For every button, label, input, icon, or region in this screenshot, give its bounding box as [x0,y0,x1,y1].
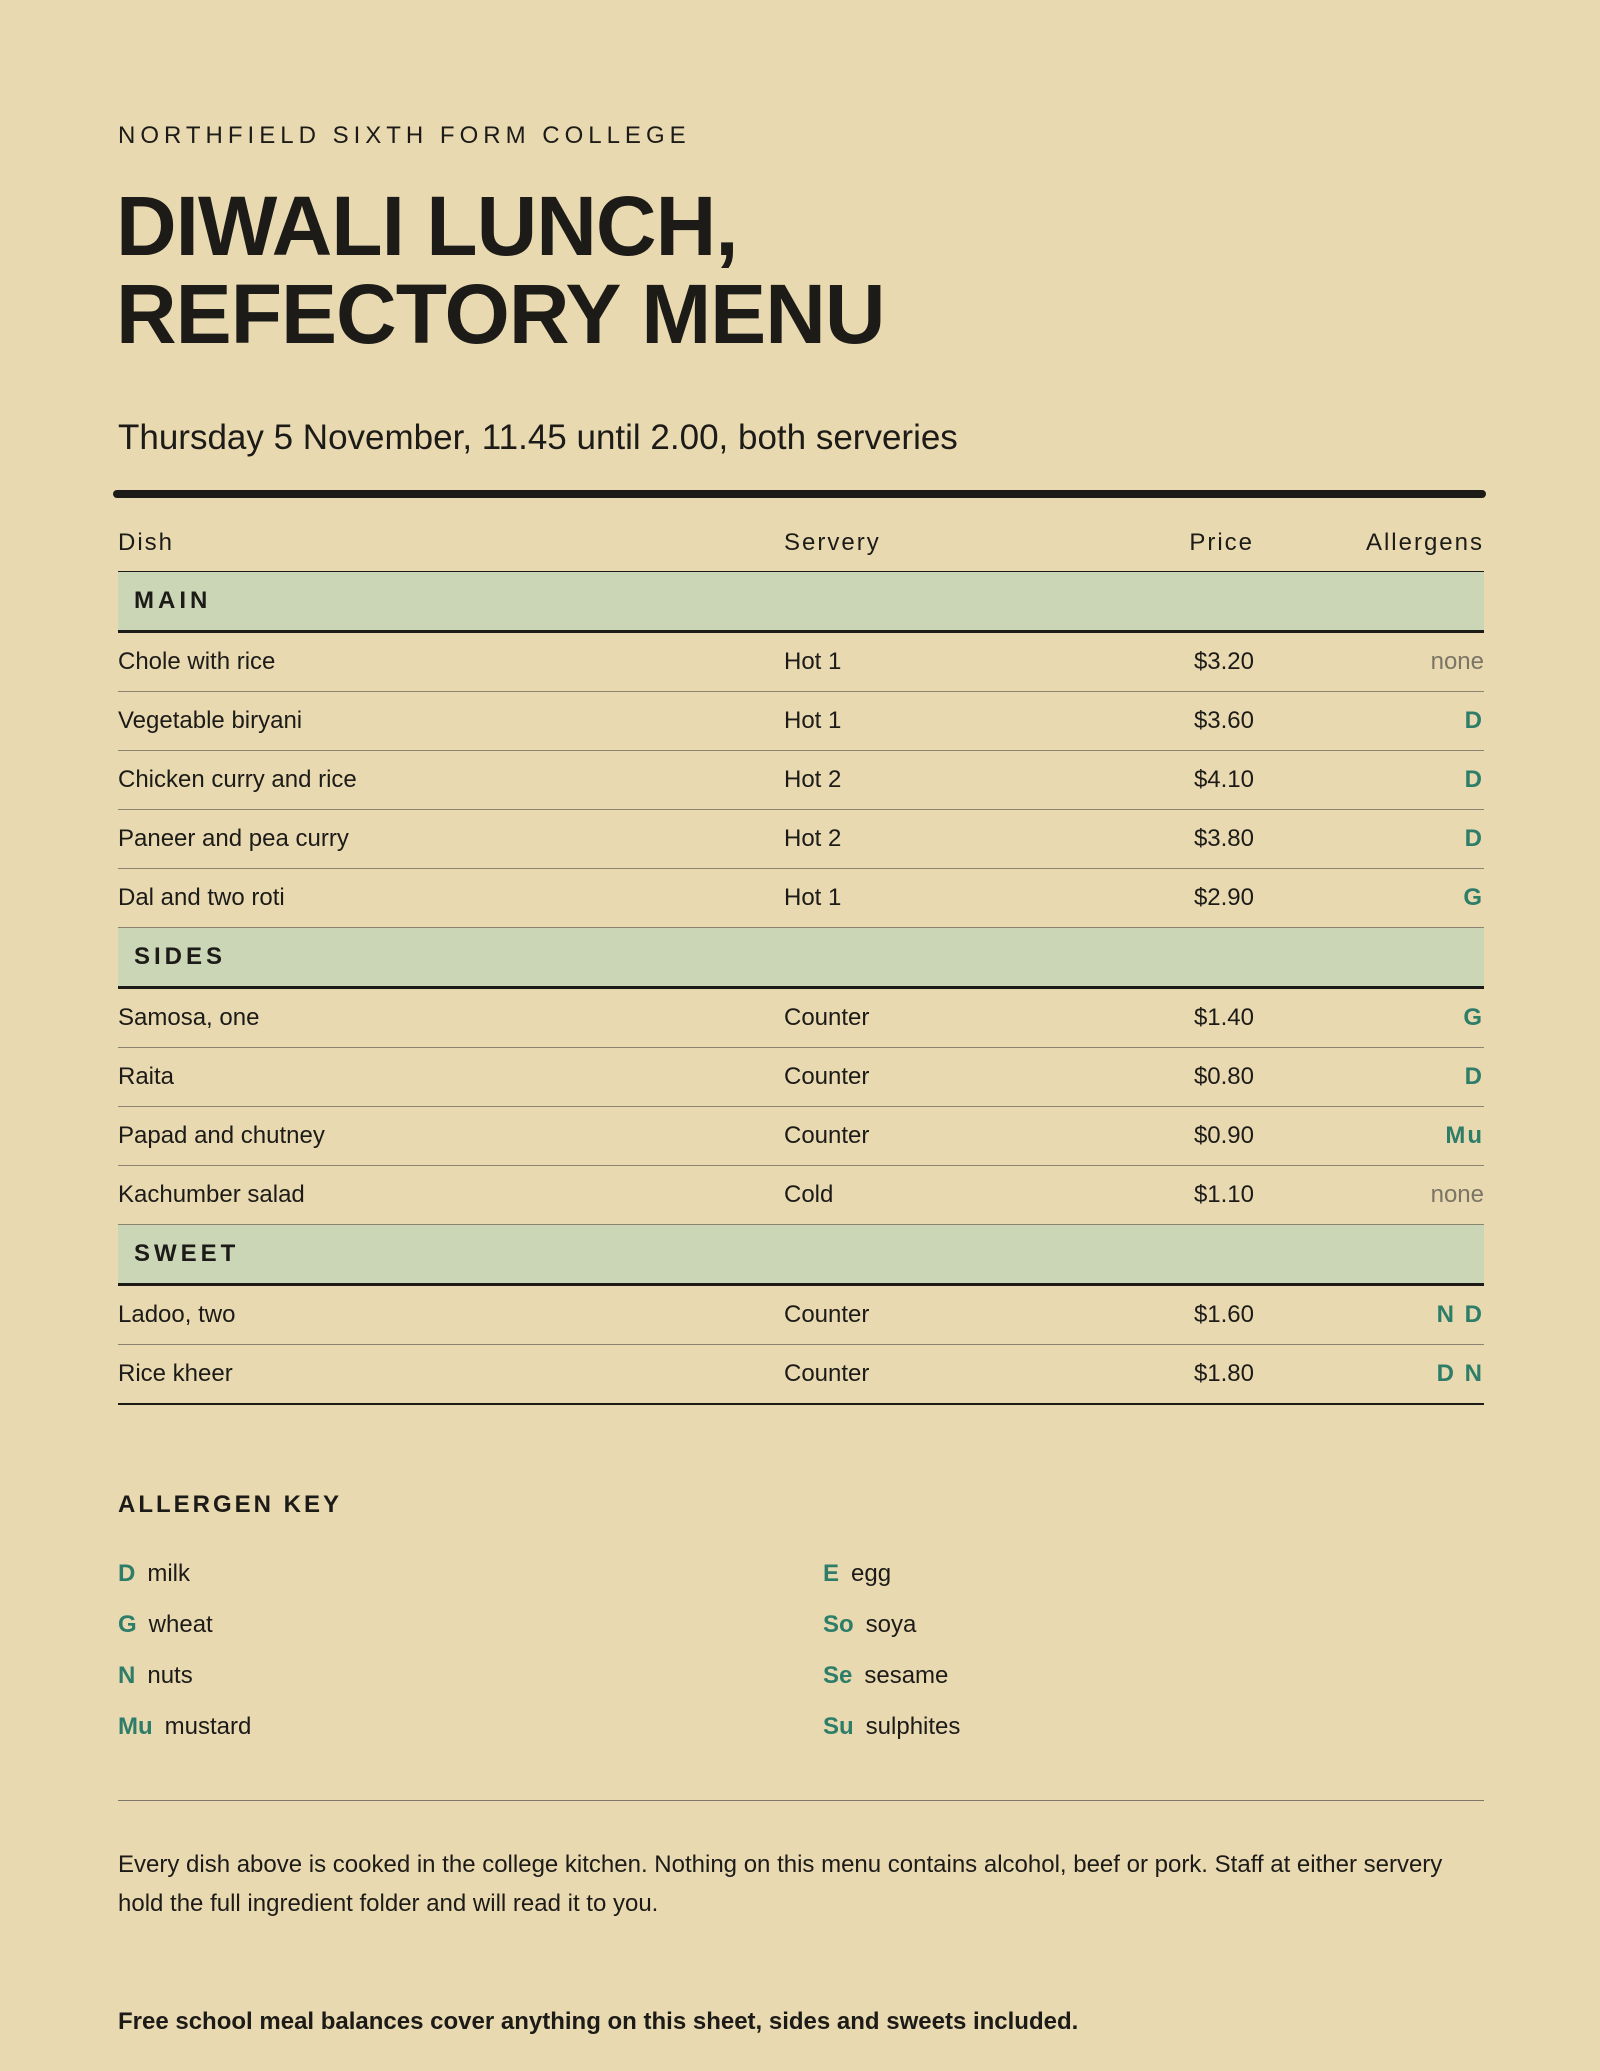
table-row [118,751,1484,810]
servery-cell: Counter [784,1122,870,1149]
dish-cell: Samosa, one [118,1004,260,1031]
servery-cell: Counter [784,1301,870,1328]
servery-cell: Hot 2 [784,766,842,793]
allergen-cell: Mu [1445,1122,1484,1149]
table-header [118,510,1484,572]
dish-cell: Raita [118,1063,175,1090]
dish-cell: Rice kheer [118,1360,233,1387]
allergen-code: Su [823,1713,854,1740]
section-header-main [118,572,1484,633]
price-cell: $3.60 [1193,707,1254,734]
section-label: SIDES [134,943,227,970]
table-row [118,633,1484,692]
allergen-cell: D [1464,1063,1484,1090]
servery-cell: Counter [784,1004,870,1031]
table-row [118,810,1484,869]
allergen-code: Mu [118,1713,153,1740]
allergen-cell: N D [1436,1301,1484,1328]
dish-cell: Kachumber salad [118,1181,305,1208]
price-cell: $4.10 [1193,766,1254,793]
dish-cell: Vegetable biryani [118,707,303,734]
dish-cell: Ladoo, two [118,1301,236,1328]
allergen-key-right-column [823,1560,960,1764]
price-cell: $0.90 [1193,1122,1254,1149]
price-cell: $0.80 [1193,1063,1254,1090]
dish-cell: Chicken curry and rice [118,766,357,793]
menu-table [118,510,1484,1405]
allergen-code: D [118,1560,136,1587]
section-header-sides [118,928,1484,989]
allergen-label: sesame [864,1662,949,1689]
dish-cell: Dal and two roti [118,884,285,911]
allergen-label: sulphites [865,1713,961,1740]
title-line-1: DIWALI LUNCH, [116,179,738,273]
allergen-key-item [118,1611,251,1662]
table-row [118,1107,1484,1166]
allergen-key-item [823,1560,960,1611]
servery-cell: Hot 2 [784,825,842,852]
allergen-cell: D [1464,825,1484,852]
table-row [118,1166,1484,1225]
price-cell: $1.60 [1193,1301,1254,1328]
servery-cell: Hot 1 [784,648,842,675]
allergen-cell: D [1464,707,1484,734]
dish-cell: Paneer and pea curry [118,825,349,852]
table-row [118,1345,1484,1405]
allergen-cell: G [1463,1004,1484,1031]
allergen-label: mustard [164,1713,252,1740]
allergen-label: egg [851,1560,892,1587]
allergen-key-item [118,1560,251,1611]
allergen-cell: D [1464,766,1484,793]
allergen-cell: G [1463,884,1484,911]
event-details: Thursday 5 November, 11.45 until 2.00, both serveries [118,418,958,457]
dish-cell: Chole with rice [118,648,276,675]
dish-cell: Papad and chutney [118,1122,325,1149]
price-cell: $1.80 [1193,1360,1254,1387]
allergen-key-item [823,1611,960,1662]
table-row [118,989,1484,1048]
column-header-price: Price [1189,529,1254,556]
price-cell: $1.40 [1193,1004,1254,1031]
table-row [118,869,1484,928]
price-cell: $3.80 [1193,825,1254,852]
allergen-code: E [823,1560,840,1587]
allergen-code: So [823,1611,854,1638]
column-header-dish: Dish [118,529,175,556]
servery-cell: Counter [784,1360,870,1387]
section-label: SWEET [134,1240,240,1267]
allergen-key-item [823,1713,960,1764]
title-line-2: REFECTORY MENU [116,267,885,361]
servery-cell: Cold [784,1181,834,1208]
column-header-servery: Servery [784,529,881,556]
college-name: NORTHFIELD SIXTH FORM COLLEGE [118,122,691,149]
allergen-key-item [118,1713,251,1764]
column-header-allergens: Allergens [1365,529,1484,556]
allergen-code: N [118,1662,136,1689]
table-row [118,1286,1484,1345]
price-cell: $2.90 [1193,884,1254,911]
allergen-key-title: ALLERGEN KEY [118,1491,343,1518]
allergen-key-item [118,1662,251,1713]
section-header-sweet [118,1225,1484,1286]
servery-cell: Hot 1 [784,884,842,911]
key-divider [118,1800,1484,1801]
allergen-key-item [823,1662,960,1713]
allergen-cell: none [1430,1181,1484,1208]
allergen-code: G [118,1611,137,1638]
allergen-label: soya [865,1611,917,1638]
allergen-key-left-column [118,1560,251,1764]
allergen-cell: none [1430,648,1484,675]
allergen-label: nuts [147,1662,193,1689]
allergen-label: milk [147,1560,190,1587]
table-row [118,692,1484,751]
free-meal-note: Free school meal balances cover anything on this sheet, sides and sweets included. [118,2008,1079,2035]
servery-cell: Counter [784,1063,870,1090]
table-row [118,1048,1484,1107]
section-label: MAIN [134,587,212,614]
page-title [116,179,885,361]
servery-cell: Hot 1 [784,707,842,734]
allergen-cell: D N [1436,1360,1484,1387]
allergen-label: wheat [148,1611,213,1638]
heading-divider [113,490,1486,498]
kitchen-note: Every dish above is cooked in the college kitchen. Nothing on this menu contains alcohol, beef or pork. Staff at either servery hold the full ingredient folder and will read it to you. [118,1851,1443,1917]
allergen-code: Se [823,1662,853,1689]
price-cell: $1.10 [1193,1181,1254,1208]
price-cell: $3.20 [1193,648,1254,675]
